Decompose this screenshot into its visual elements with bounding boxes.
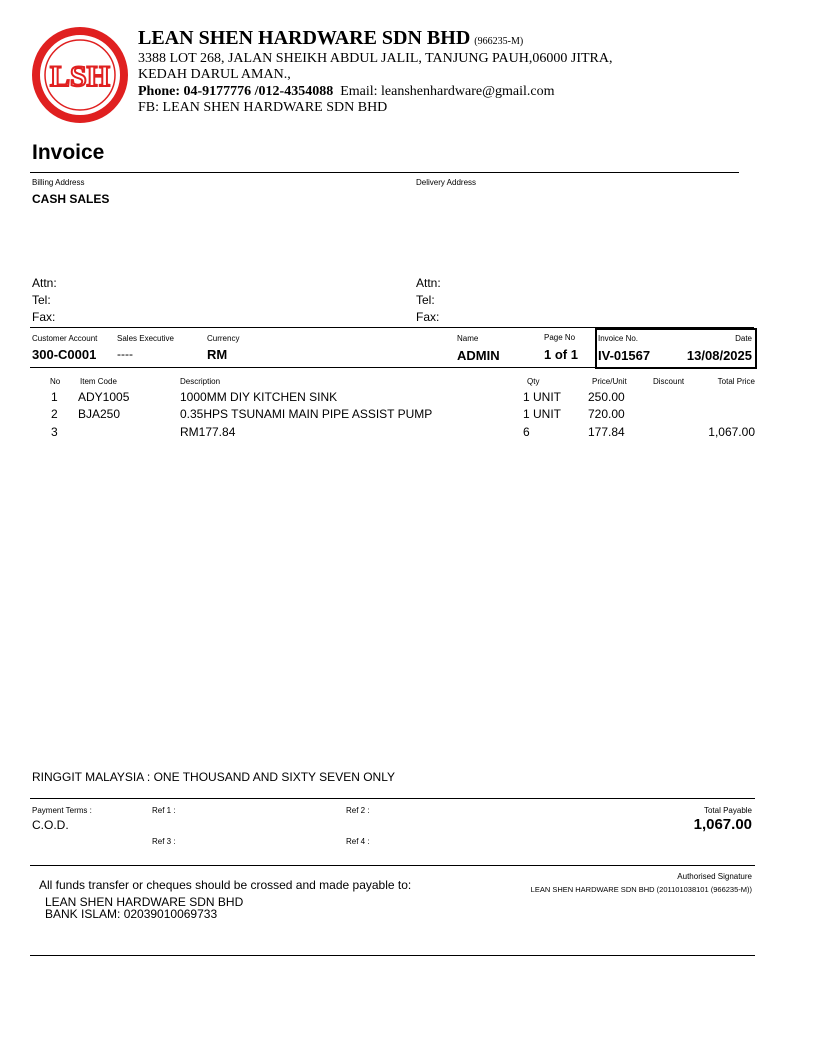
currency-label: Currency (207, 334, 240, 343)
transfer-note: All funds transfer or cheques should be crossed and made payable to: (39, 878, 412, 892)
invoice-no-label: Invoice No. (598, 334, 639, 343)
row-price: 720.00 (588, 407, 625, 421)
row-qty: 6 (523, 425, 530, 439)
signature-label: Authorised Signature (677, 872, 752, 881)
billing-tel: Tel: (32, 293, 51, 307)
row-code: BJA250 (78, 407, 121, 421)
payee-name: LEAN SHEN HARDWARE SDN BHD (45, 895, 244, 909)
col-description: Description (180, 377, 221, 386)
ref1-label: Ref 1 : (152, 806, 176, 815)
row-desc: RM177.84 (180, 425, 236, 439)
currency: RM (207, 347, 228, 362)
ref4-label: Ref 4 : (346, 837, 370, 846)
company-name: LEAN SHEN HARDWARE SDN BHD (138, 27, 471, 49)
name-label: Name (457, 334, 479, 343)
col-qty: Qty (527, 377, 540, 386)
company-fb: FB: LEAN SHEN HARDWARE SDN BHD (138, 100, 388, 115)
col-no: No (50, 377, 61, 386)
info-bottom-divider (30, 367, 754, 368)
row-desc: 0.35HPS TSUNAMI MAIN PIPE ASSIST PUMP (180, 407, 433, 421)
company-email: Email: leanshenhardware@gmail.com (340, 84, 555, 99)
col-discount: Discount (653, 377, 685, 386)
delivery-attn: Attn: (416, 276, 441, 290)
bank-account: BANK ISLAM: 02039010069733 (45, 907, 218, 921)
ref2-label: Ref 2 : (346, 806, 370, 815)
sales-exec: ---- (117, 347, 133, 361)
row-total: 1,067.00 (708, 425, 755, 439)
company-contact-line (138, 84, 554, 100)
page-label: Page No (544, 333, 576, 342)
company-reg-no: (966235-M) (474, 36, 524, 47)
row-no: 3 (51, 425, 58, 439)
row-qty: 1 UNIT (523, 407, 562, 421)
billing-fax: Fax: (32, 310, 56, 324)
total-payable-label: Total Payable (703, 806, 752, 815)
col-item-code: Item Code (80, 377, 117, 386)
date-value: 13/08/2025 (686, 348, 752, 363)
ref3-label: Ref 3 : (152, 837, 176, 846)
page-value: 1 of 1 (544, 347, 578, 362)
amount-in-words: RINGGIT MALAYSIA : ONE THOUSAND AND SIXTY SEVEN ONLY (32, 770, 395, 784)
delivery-address-label: Delivery Address (416, 178, 477, 187)
date-label: Date (735, 334, 752, 343)
customer-account-label: Customer Account (32, 334, 98, 343)
row-code: ADY1005 (78, 390, 130, 404)
footer-top-divider (30, 798, 755, 799)
document-title: Invoice (32, 141, 105, 164)
company-name-line (138, 27, 523, 50)
billing-address-label: Billing Address (32, 178, 85, 187)
row-qty: 1 UNIT (523, 390, 562, 404)
signature-company: LEAN SHEN HARDWARE SDN BHD (201101038101 (966235-M)) (530, 885, 752, 894)
payment-terms: C.O.D. (32, 818, 69, 832)
delivery-fax: Fax: (416, 310, 440, 324)
delivery-tel: Tel: (416, 293, 435, 307)
row-price: 250.00 (588, 390, 625, 404)
signature-divider (30, 865, 755, 866)
row-desc: 1000MM DIY KITCHEN SINK (180, 390, 338, 404)
company-address-line1: 3388 LOT 268, JALAN SHEIKH ABDUL JALIL, TANJUNG PAUH,06000 JITRA, (138, 51, 613, 66)
company-phone: Phone: 04-9177776 /012-4354088 (138, 84, 334, 99)
company-logo (31, 26, 129, 124)
row-no: 1 (51, 390, 58, 404)
col-total: Total Price (717, 377, 755, 386)
invoice-no: IV-01567 (598, 348, 651, 363)
name-value: ADMIN (457, 348, 500, 363)
billing-name: CASH SALES (32, 192, 110, 206)
col-price: Price/Unit (592, 377, 627, 386)
row-no: 2 (51, 407, 58, 421)
logo-text: LSH (49, 60, 111, 93)
company-address-line2: KEDAH DARUL AMAN., (138, 67, 291, 82)
billing-attn: Attn: (32, 276, 57, 290)
row-price: 177.84 (588, 425, 625, 439)
payment-terms-label: Payment Terms : (32, 806, 92, 815)
sales-exec-label: Sales Executive (117, 334, 174, 343)
footer-bottom-divider (30, 955, 755, 956)
total-payable: 1,067.00 (693, 816, 752, 833)
customer-account: 300-C0001 (32, 347, 97, 362)
title-divider (30, 172, 739, 173)
